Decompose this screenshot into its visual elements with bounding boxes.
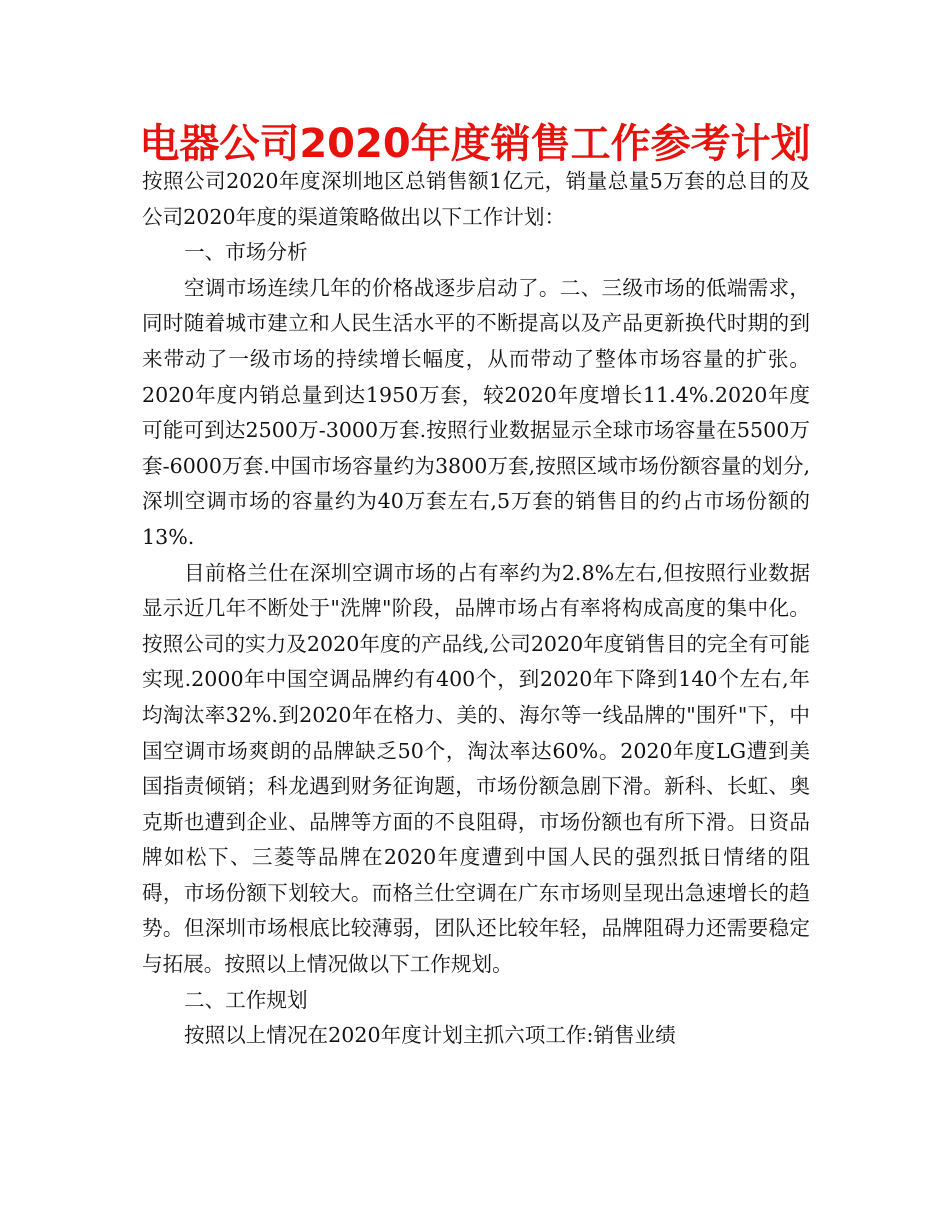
section-heading-market-analysis: 一、市场分析 (184, 240, 308, 265)
market-analysis-paragraph-1: 空调市场连续几年的价格战逐步启动了。二、三级市场的低端需求，同时随着城市建立和人民生活水平的不断提高以及产品更新换代时期的到来带动了一级市场的持续增长幅度，从而带动了整体市场容量的扩张。2020年度内销总量到达1950万套，较2020年度增长11.4%.2020年度可能可到达2500万-3000万套.按照行业数据显示全球市场容量在5500万套-6000万套.中国市场容量约为3800万套,按照区域市场份额容量的划分,深圳空调市场的容量约为40万套左右,5万套的销售目的约占市场份额的13%. (142, 275, 810, 549)
market-analysis-paragraph-2: 目前格兰仕在深圳空调市场的占有率约为2.8%左右,但按照行业数据显示近几年不断处于"洗牌"阶段，品牌市场占有率将构成高度的集中化。按照公司的实力及2020年度的产品线,公司2020年度销售目的完全有可能实现.2000年中国空调品牌约有400个，到2020年下降到140个左右,年均淘汰率32%.到2020年在格力、美的、海尔等一线品牌的"围歼"下，中国空调市场爽朗的品牌缺乏50个，淘汰率达60%。2020年度LG遭到美国指责倾销；科龙遇到财务征询题，市场份额急剧下滑。新科、长虹、奥克斯也遭到企业、品牌等方面的不良阻碍，市场份额也有所下滑。日资品牌如松下、三菱等品牌在2020年度遭到中国人民的强烈抵日情绪的阻碍，市场份额下划较大。而格兰仕空调在广东市场则呈现出急速增长的趋势。但深圳市场根底比较薄弱，团队还比较年轻，品牌阻碍力还需要稳定与拓展。按照以上情况做以下工作规划。 (142, 560, 810, 977)
document-body (142, 164, 810, 1054)
work-plan-paragraph: 按照以上情况在2020年度计划主抓六项工作:销售业绩 (184, 1023, 676, 1048)
intro-paragraph: 按照公司2020年度深圳地区总销售额1亿元，销量总量5万套的总目的及公司2020年度的渠道策略做出以下工作计划： (142, 169, 810, 229)
section-heading-work-plan: 二、工作规划 (184, 987, 308, 1012)
document-title: 电器公司2020年度销售工作参考计划 (139, 121, 811, 167)
